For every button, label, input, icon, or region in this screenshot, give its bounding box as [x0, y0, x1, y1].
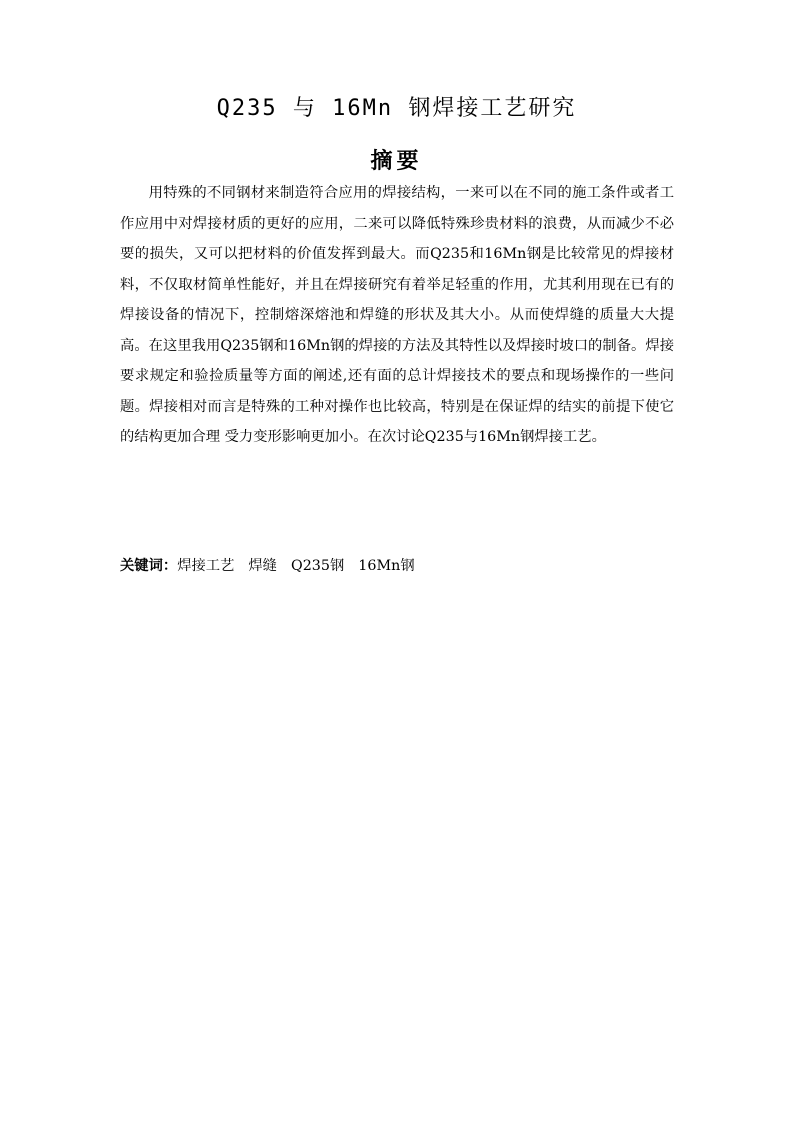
- keywords-line: [120, 552, 680, 580]
- keyword-item: 焊缝: [248, 558, 277, 574]
- abstract-heading: 摘要: [370, 149, 423, 174]
- document-title: Q235 与 16Mn 钢焊接工艺研究: [216, 96, 577, 121]
- keyword-item: 焊接工艺: [177, 558, 235, 574]
- keyword-item: 16Mn钢: [358, 558, 415, 574]
- keywords-label: 关键词：: [120, 558, 178, 574]
- abstract-paragraph: 用特殊的不同钢材来制造符合应用的焊接结构，一来可以在不同的施工条件或者工作应用中对焊接材质的更好的应用，二来可以降低特殊珍贵材料的浪费，从而减少不必要的损失，又可以把材料的价值发挥到最大。而Q235和16Mn钢是比较常见的焊接材料，不仅取材简单性能好，并且在焊接研究有着举足轻重的作用，尤其利用现在已有的焊接设备的情况下，控制熔深熔池和焊缝的形状及其大小。从而使焊缝的质量大大提高。在这里我用Q235钢和16Mn钢的焊接的方法及其特性以及焊接时坡口的制备。焊接要求规定和验捡质量等方面的阐述,还有面的总计焊接技术的要点和现场操作的一些问题。焊接相对而言是特殊的工种对操作也比较高，特别是在保证焊的结实的前提下使它的结构更加合理 受力变形影响更加小。在次讨论Q235与16Mn钢焊接工艺。: [120, 185, 674, 445]
- keyword-item: Q235钢: [290, 558, 345, 574]
